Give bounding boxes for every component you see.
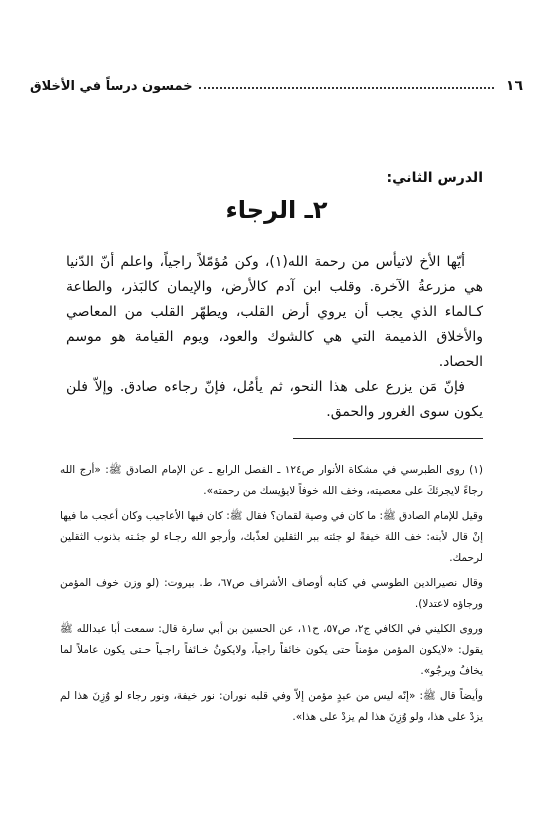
body-paragraph: فإنّ مَن يزرع على هذا النحو، ثم يأمُل، فإنّ رجاءه صادق. وإلاّ فلن يكون سوى الغرور والحمق. (66, 379, 483, 420)
footnote: وقيل للإمام الصادق ﷺ: ما كان في وصية لقمان؟ فقال ﷺ: كان فيها الأعاجيب وكان أعجب ما فيها إنْ قال لأبنه: خف اللهَ خيفةً لو جئته ببر الثقلين لعذّبك، وأرجو الله رجـاء لو جئـته بذنوب الثقلين لرحمك. (60, 510, 483, 564)
footnote: وأيضاً قال ﷺ: «إنّه ليس من عبدٍ مؤمن إلاّ وفي قلبه نوران: نور خيفة، ونور رجاء لو وُزِنَ هذا لم يزدْ على هذا، ولو وُزِنَ هذا لم يزدْ على هذا». (60, 690, 483, 723)
header-dot-leader (199, 87, 494, 89)
main-body (66, 250, 483, 425)
lesson-title: ٢ـ الرجاء (225, 196, 328, 224)
running-title: خمسون درساً في الأخلاق (30, 78, 193, 94)
page-number: ١٦ (505, 78, 523, 94)
footnotes (60, 460, 483, 732)
footnote: وروى الكليني في الكافي ج٢، ص٥٧، ح١١، عن الحسين بن أبي سارة قال: سمعت أبا عبدالله ﷺ يقول: «لايكون المؤمن مؤمناً حتى يكون خائفاً راجياً، ولايكونُ خـائفاً راجـياً حـتى يكون عاملاً لما يخافُ ويرجُو». (60, 623, 483, 677)
running-header (30, 76, 523, 96)
footnote: وقال نصيرالدين الطوسي في كتابه أوصاف الأشراف ص٦٧، ط. بيروت: (لو وزن خوف المؤمن ورجاؤه لاعتدلا). (60, 577, 483, 610)
footnote-separator (293, 438, 483, 439)
footnote: (١) روى الطبرسي في مشكاة الأنوار ص١٢٤ ـ الفصل الرابع ـ عن الإمام الصادق ﷺ: «أرج الله رجاءً لايجرئكَ على معصيته، وخف الله خوفاً لايؤيسك من رحمته». (60, 464, 484, 497)
lesson-label: الدرس الثاني: (386, 170, 483, 186)
body-paragraph: أيّها الأخ لاتيأس من رحمة الله(١)، وكن مُؤمّلاً راجياً، واعلم أنّ الدّنيا هي مزرعةُ الآخرة. وقلب ابن آدم كالأرض، والإيمان كالبَذر، والطاعة كـالماء الذي يجب أن يروي أرض القلب، ويطهّر القلب من المعاصي والأخلاق الذميمة التي هي كالشوك والعود، ويوم القيامة هو موسم الحصاد. (66, 254, 483, 370)
